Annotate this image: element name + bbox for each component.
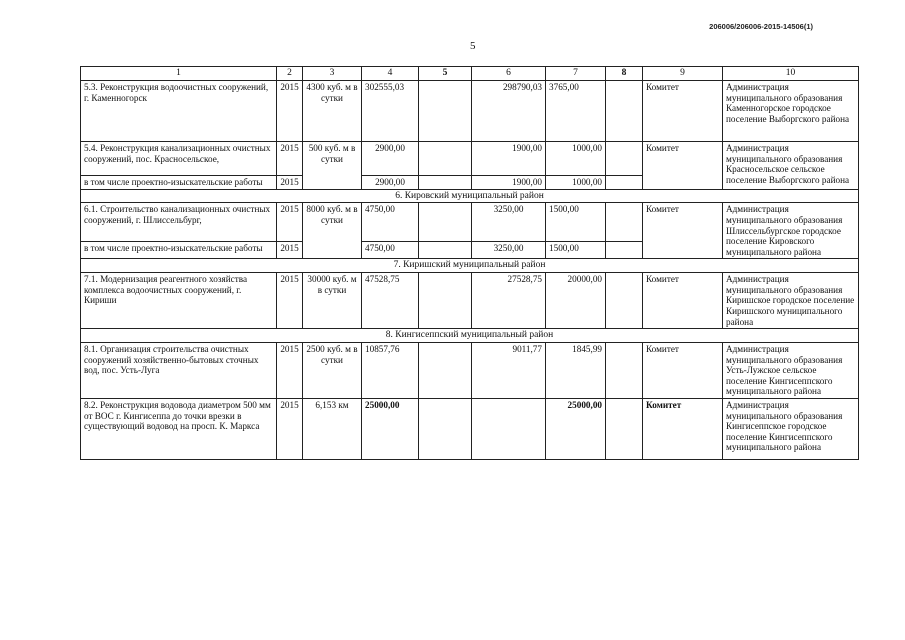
capacity-cell: 30000 куб. м в сутки bbox=[303, 273, 362, 329]
recipient-cell: Администрация муниципального образования Кингисеппское городское поселение Кингисеппского муниципального района bbox=[723, 399, 859, 460]
table-row bbox=[81, 203, 859, 242]
recipient-cell: Администрация муниципального образования Киришское городское поселение Киришского муниципального района bbox=[723, 273, 859, 329]
customer-cell: Комитет bbox=[643, 273, 723, 329]
col-3-header: 3 bbox=[303, 67, 362, 81]
col8-cell bbox=[606, 141, 643, 175]
col5-cell bbox=[419, 242, 472, 259]
col-5-header: 5 bbox=[419, 67, 472, 81]
col5-cell bbox=[419, 80, 472, 141]
year-cell: 2015 bbox=[277, 141, 303, 175]
object-subname: в том числе проектно-изыскательские работы bbox=[81, 175, 277, 189]
col7-cell: 20000,00 bbox=[546, 273, 606, 329]
col7-cell: 1845,99 bbox=[546, 343, 606, 399]
col8-cell bbox=[606, 80, 643, 141]
document-id: 206006/206006-2015-14506(1) bbox=[709, 22, 813, 31]
table-row bbox=[81, 399, 859, 460]
customer-cell: Комитет bbox=[643, 399, 723, 460]
col8-cell bbox=[606, 399, 643, 460]
total-cell: 10857,76 bbox=[362, 343, 419, 399]
col6-cell: 3250,00 bbox=[472, 203, 546, 242]
capacity-cell: 2500 куб. м в сутки bbox=[303, 343, 362, 399]
col7-cell: 25000,00 bbox=[546, 399, 606, 460]
column-number-row bbox=[81, 67, 859, 81]
table-row bbox=[81, 141, 859, 175]
table-row bbox=[81, 273, 859, 329]
year-cell: 2015 bbox=[277, 175, 303, 189]
total-cell: 25000,00 bbox=[362, 399, 419, 460]
col7-cell: 1500,00 bbox=[546, 242, 606, 259]
col6-cell: 298790,03 bbox=[472, 80, 546, 141]
col5-cell bbox=[419, 343, 472, 399]
table-row bbox=[81, 80, 859, 141]
year-cell: 2015 bbox=[277, 343, 303, 399]
page-number: 5 bbox=[470, 40, 476, 52]
col8-cell bbox=[606, 242, 643, 259]
col6-cell: 9011,77 bbox=[472, 343, 546, 399]
object-name: 6.1. Строительство канализационных очистных сооружений, г. Шлиссельбург, bbox=[81, 203, 277, 242]
col5-cell bbox=[419, 141, 472, 175]
total-cell: 4750,00 bbox=[362, 242, 419, 259]
section-row bbox=[81, 259, 859, 273]
year-cell: 2015 bbox=[277, 203, 303, 242]
program-table bbox=[80, 66, 859, 460]
col-9-header: 9 bbox=[643, 67, 723, 81]
recipient-cell: Администрация муниципального образования Красносельское сельское поселение Выборгского района bbox=[723, 141, 859, 189]
col7-cell: 1000,00 bbox=[546, 175, 606, 189]
col-4-header: 4 bbox=[362, 67, 419, 81]
customer-cell: Комитет bbox=[643, 343, 723, 399]
col-6-header: 6 bbox=[472, 67, 546, 81]
object-name: 8.1. Организация строительства очистных сооружений хозяйственно-бытовых сточных вод, пос. Усть-Луга bbox=[81, 343, 277, 399]
total-cell: 302555,03 bbox=[362, 80, 419, 141]
section-title: 8. Кингисеппский муниципальный район bbox=[81, 329, 859, 343]
recipient-cell: Администрация муниципального образования Усть-Лужское сельское поселение Кингисеппского муниципального района bbox=[723, 343, 859, 399]
col-8-header: 8 bbox=[606, 67, 643, 81]
col8-cell bbox=[606, 175, 643, 189]
recipient-cell: Администрация муниципального образования Шлиссельбургское городское поселение Кировского муниципального района bbox=[723, 203, 859, 259]
object-name: 5.4. Реконструкция канализационных очистных сооружений, пос. Красносельское, bbox=[81, 141, 277, 175]
total-cell: 2900,00 bbox=[362, 175, 419, 189]
object-subname: в том числе проектно-изыскательские работы bbox=[81, 242, 277, 259]
col7-cell: 1500,00 bbox=[546, 203, 606, 242]
col7-cell: 3765,00 bbox=[546, 80, 606, 141]
col-10-header: 10 bbox=[723, 67, 859, 81]
customer-cell: Комитет bbox=[643, 141, 723, 189]
col8-cell bbox=[606, 203, 643, 242]
col6-cell: 1900,00 bbox=[472, 141, 546, 175]
object-name: 5.3. Реконструкция водоочистных сооружений, г. Каменногорск bbox=[81, 80, 277, 141]
capacity-cell: 8000 куб. м в сутки bbox=[303, 203, 362, 259]
total-cell: 47528,75 bbox=[362, 273, 419, 329]
customer-cell: Комитет bbox=[643, 203, 723, 259]
col-1-header: 1 bbox=[81, 67, 277, 81]
capacity-cell: 500 куб. м в сутки bbox=[303, 141, 362, 189]
object-name: 7.1. Модернизация реагентного хозяйства комплекса водоочистных сооружений, г. Кириши bbox=[81, 273, 277, 329]
col5-cell bbox=[419, 273, 472, 329]
col6-cell: 1900,00 bbox=[472, 175, 546, 189]
col6-cell: 27528,75 bbox=[472, 273, 546, 329]
year-cell: 2015 bbox=[277, 80, 303, 141]
capacity-cell: 6,153 км bbox=[303, 399, 362, 460]
col6-cell: 3250,00 bbox=[472, 242, 546, 259]
object-name: 8.2. Реконструкция водовода диаметром 500 мм от ВОС г. Кингисеппа до точки врезки в существующий водовод на просп. К. Маркса bbox=[81, 399, 277, 460]
section-title: 6. Кировский муниципальный район bbox=[81, 189, 859, 203]
section-row bbox=[81, 329, 859, 343]
recipient-cell: Администрация муниципального образования Каменногорское городское поселение Выборгского района bbox=[723, 80, 859, 141]
total-cell: 4750,00 bbox=[362, 203, 419, 242]
year-cell: 2015 bbox=[277, 273, 303, 329]
table-row bbox=[81, 343, 859, 399]
col-7-header: 7 bbox=[546, 67, 606, 81]
col5-cell bbox=[419, 175, 472, 189]
year-cell: 2015 bbox=[277, 399, 303, 460]
col6-cell bbox=[472, 399, 546, 460]
total-cell: 2900,00 bbox=[362, 141, 419, 175]
col5-cell bbox=[419, 203, 472, 242]
section-row bbox=[81, 189, 859, 203]
col7-cell: 1000,00 bbox=[546, 141, 606, 175]
col8-cell bbox=[606, 273, 643, 329]
col-2-header: 2 bbox=[277, 67, 303, 81]
col5-cell bbox=[419, 399, 472, 460]
year-cell: 2015 bbox=[277, 242, 303, 259]
section-title: 7. Киришский муниципальный район bbox=[81, 259, 859, 273]
customer-cell: Комитет bbox=[643, 80, 723, 141]
capacity-cell: 4300 куб. м в сутки bbox=[303, 80, 362, 141]
col8-cell bbox=[606, 343, 643, 399]
